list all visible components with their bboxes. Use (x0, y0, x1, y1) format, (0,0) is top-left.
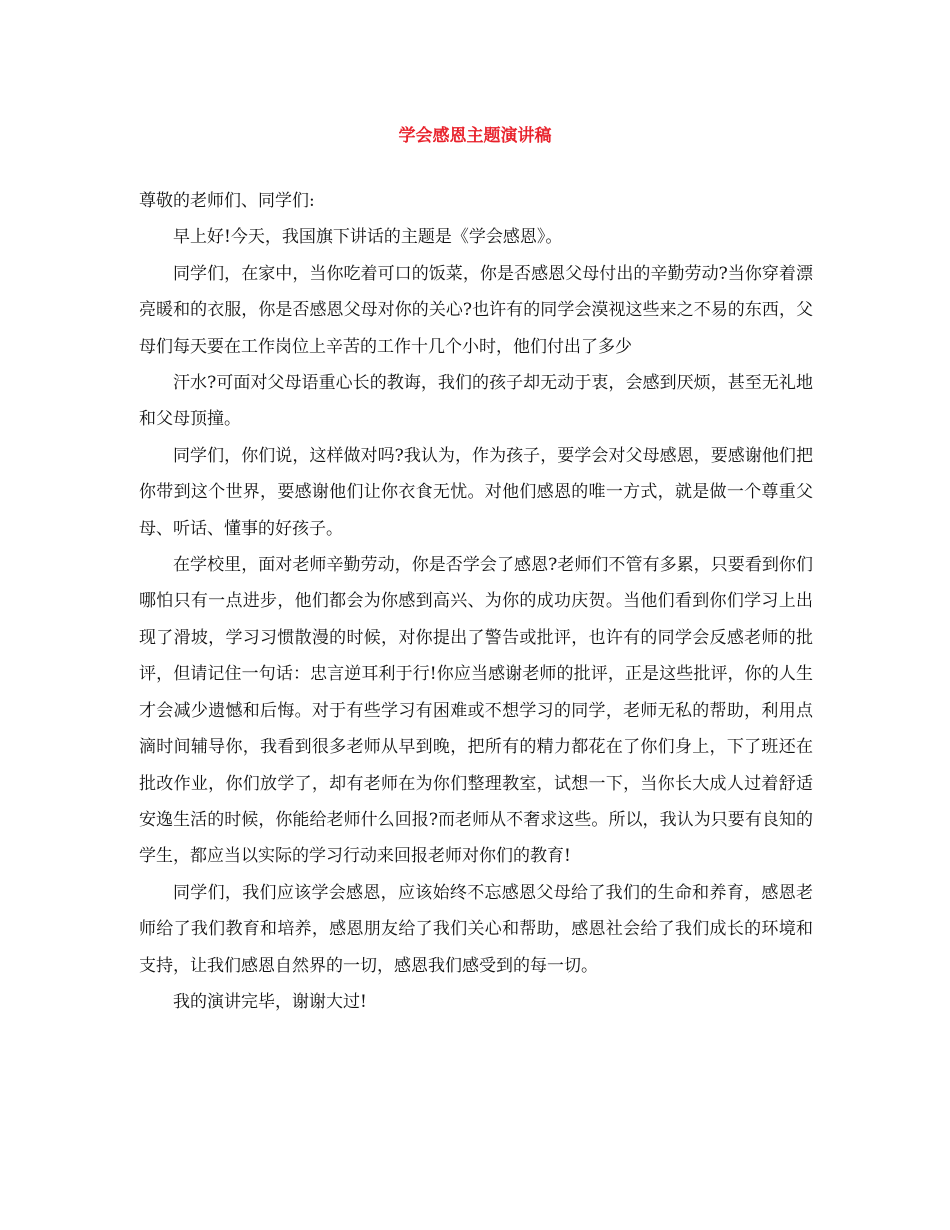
paragraph-parents-sweat: 汗水?可面对父母语重心长的教诲，我们的孩子却无动于衷，会感到厌烦，甚至无礼地和父母顶撞。 (139, 373, 813, 430)
paragraph-parents-care: 同学们，在家中，当你吃着可口的饭菜，你是否感恩父母付出的辛勤劳动?当你穿着漂亮暖和的衣服，你是否感恩父母对你的关心?也许有的同学会漠视这些来之不易的东西，父母们每天要在工作岗位上辛苦的工作十几个小时，他们付出了多少 (139, 263, 813, 357)
paragraph-closing: 我的演讲完毕，谢谢大过! (173, 991, 367, 1012)
paragraph-thank-teachers: 在学校里，面对老师辛勤劳动，你是否学会了感恩?老师们不管有多累，只要看到你们哪怕只有一点进步，他们都会为你感到高兴、为你的成功庆贺。当他们看到你们学习上出现了滑坡，学习习惯散漫的时候，对你提出了警告或批评，也许有的同学会反感老师的批评，但请记住一句话：忠言逆耳利于行!你应当感谢老师的批评，正是这些批评，你的人生才会减少遗憾和后悔。对于有些学习有困难或不想学习的同学，老师无私的帮助，利用点滴时间辅导你，我看到很多老师从早到晚，把所有的精力都花在了你们身上，下了班还在批改作业，你们放学了，却有老师在为你们整理教室，试想一下，当你长大成人过着舒适安逸生活的时候，你能给老师什么回报?而老师从不奢求这些。所以，我认为只要有良知的学生，都应当以实际的学习行动来回报老师对你们的教育! (139, 555, 813, 867)
paragraph-be-grateful: 同学们，我们应该学会感恩，应该始终不忘感恩父母给了我们的生命和养育，感恩老师给了我们教育和培养，感恩朋友给了我们关心和帮助，感恩社会给了我们成长的环境和支持，让我们感恩自然界的一切，感恩我们感受到的每一切。 (139, 882, 813, 976)
document-title: 学会感恩主题演讲稿 (398, 126, 552, 146)
paragraph-thank-parents: 同学们，你们说，这样做对吗?我认为，作为孩子，要学会对父母感恩，要感谢他们把你带到这个世界，要感谢他们让你衣食无忧。对他们感恩的唯一方式，就是做一个尊重父母、听话、懂事的好孩子。 (139, 445, 813, 539)
paragraph-greeting: 早上好!今天，我国旗下讲话的主题是《学会感恩》。 (173, 227, 563, 248)
document-body (139, 183, 813, 1020)
salutation: 尊敬的老师们、同学们: (139, 191, 315, 211)
